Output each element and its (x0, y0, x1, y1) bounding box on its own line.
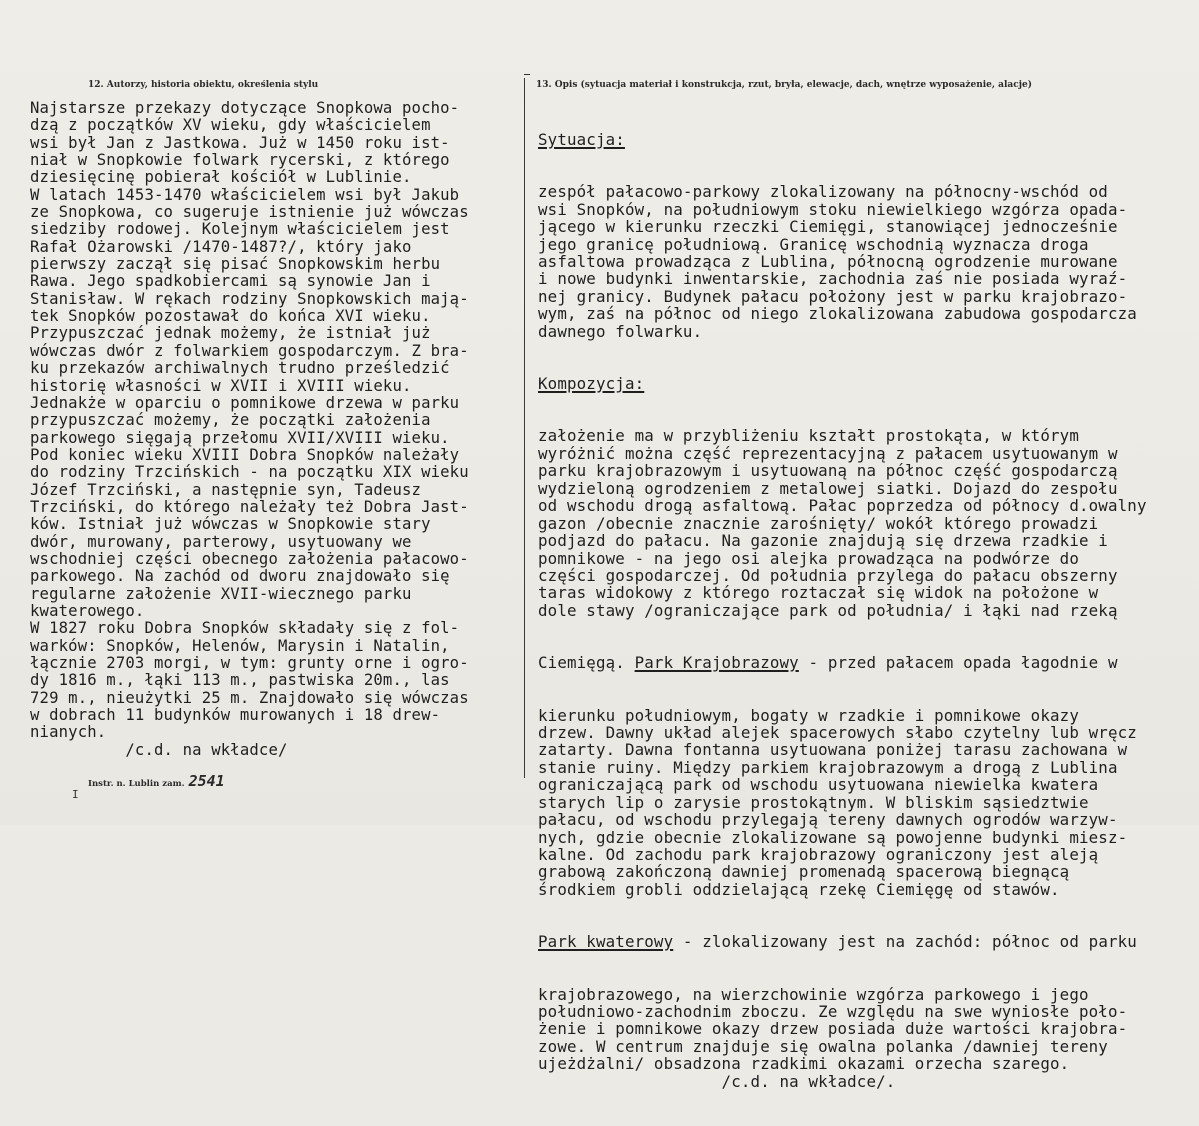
text-line: nych, gdzie obecnie zlokalizowane są powojenne budynki miesz- (538, 827, 1128, 847)
text-line: W latach 1453-1470 właścicielem wsi był Jakub (30, 185, 460, 204)
text-line: zespół pałacowo-parkowy zlokalizowany na północny-wschód od (538, 182, 1108, 202)
margin-mark: I (72, 788, 79, 801)
text-line: Stanisław. W rękach rodziny Snopkowskich mają- (30, 289, 469, 308)
situation-text (538, 183, 1193, 340)
text-line: parkowego. Na zachód od dworu znajdowało się (30, 567, 450, 586)
text-line: ograniczającą park od wschodu usytuowana niewielka kwatera (538, 775, 1099, 795)
text-line: wydzieloną ogrodzeniem z metalowej siatki. Dojazd do zespołu (538, 478, 1118, 498)
heading-park-krajobrazowy: Park Krajobrazowy (634, 653, 799, 673)
text-line: pierwszy zaczął się pisać Snopkowskim herbu (30, 255, 441, 274)
quarter-park-text (538, 986, 1193, 1091)
text-line: dole stawy /ograniczające park od południa/ i łąki nad rzeką (538, 600, 1118, 620)
composition-text (538, 427, 1193, 619)
text-line: dawnego folwarku. (538, 321, 703, 341)
text-line: parkowego sięgają przełomu XVII/XVIII wieku. (30, 428, 450, 447)
park2-suffix: - zlokalizowany jest na zachód: północ od parku (673, 932, 1137, 952)
text-line: grabową zakończoną dawniej promenadą spacerową biegnącą (538, 862, 1070, 882)
text-line: Jednakże w oparciu o pomnikowe drzewa w parku (30, 393, 460, 412)
text-line: jącego w kierunku rzeczki Ciemięgi, stanowiącej jednocześnie (538, 217, 1118, 237)
text-line: parku krajobrazowym i usytuowaną na północ część gospodarczą (538, 461, 1118, 481)
park1-prefix: Ciemięgą. (538, 653, 635, 673)
text-line: tek Snopków pozostawał do końca XVI wieku. (30, 307, 431, 326)
text-line: Trzciński, do którego należały też Dobra Jast- (30, 497, 469, 516)
heading-sytuacja: Sytuacja: (538, 129, 625, 149)
text-line: Przypuszczać jednak możemy, że istniał już (30, 324, 431, 343)
inventory-number: 2541 (188, 772, 225, 790)
text-line: gazon /obecnie znacznie zarośnięty/ wokół którego prowadzi (538, 513, 1099, 533)
text-line: ze Snopkowa, co sugeruje istnienie już wówczas (30, 203, 469, 222)
text-line: przypuszczać możemy, że początki założenia (30, 411, 431, 430)
park-kwaterowy-line (538, 933, 1193, 950)
text-line: dzą z początków XV wieku, gdy właścicielem (30, 116, 431, 135)
text-line: taras widokowy z którego roztaczał się widok na położone w (538, 583, 1099, 603)
heading-kompozycja: Kompozycja: (538, 374, 645, 394)
park-krajobrazowy-line (538, 654, 1193, 671)
text-line: krajobrazowego, na wierzchowinie wzgórza parkowego i jego (538, 984, 1089, 1004)
text-line: środkiem grobli oddzielającą rzekę Ciemięgę od stawów. (538, 879, 1060, 899)
text-line: wschodniej części obecnego założenia pałacowo- (30, 549, 469, 568)
text-line: stanie ruiny. Między parkiem krajobrazowym a drogą z Lublina (538, 757, 1118, 777)
text-line: Rafał Ożarowski /1470-1487?/, który jako (30, 237, 412, 256)
text-line: ujeżdżalni/ obsadzona rzadkimi okazami orzecha szarego. (538, 1054, 1070, 1074)
text-line: siedziby rodowej. Kolejnym właścicielem jest (30, 220, 450, 239)
text-line: historię własności w XVII i XVIII wieku. (30, 376, 412, 395)
text-line: podjazd do pałacu. Na gazonie znajdują się drzewa rzadkie i (538, 531, 1108, 551)
text-line: ków. Istniał już wówczas w Snopkowie stary (30, 515, 431, 534)
text-line: i nowe budynki inwentarskie, zachodnia zaś nie posiada wyraź- (538, 269, 1128, 289)
landscape-park-text (538, 707, 1193, 899)
text-line: Najstarsze przekazy dotyczące Snopkowa pocho- (30, 99, 460, 117)
text-line: regularne założenie XVII-wiecznego parku (30, 584, 412, 603)
text-line: Józef Trzciński, a następnie syn, Tadeusz (30, 480, 422, 499)
text-line: pomnikowe - na jego osi alejka prowadząca na podwórze do (538, 548, 1079, 568)
history-text-column (30, 100, 518, 759)
text-line: /c.d. na wkładce/. (538, 1071, 896, 1091)
text-line: Pod koniec wieku XVIII Dobra Snopków należały (30, 445, 460, 464)
inventory-footer (88, 772, 225, 790)
divider-tick (524, 74, 530, 75)
text-line: wówczas dwór z folwarkiem gospodarczym. Z bra- (30, 341, 469, 360)
text-line: jego granicę południową. Granicę wschodnią wyznacza droga (538, 234, 1089, 254)
text-line: dy 1816 m., łąki 113 m., pastwiska 20m., las (30, 671, 450, 690)
text-line: dziesięcinę pobierał kościół w Lublinie. (30, 168, 412, 187)
text-line: wym, zaś na północ od niego zlokalizowana zabudowa gospodarcza (538, 304, 1137, 324)
text-line: łącznie 2703 morgi, w tym: grunty orne i ogro- (30, 654, 469, 672)
text-line: kwaterowego. (30, 601, 145, 620)
text-line: /c.d. na wkładce/ (30, 740, 288, 759)
text-line: kalne. Od zachodu park krajobrazowy ograniczony jest aleją (538, 845, 1099, 864)
heading-park-kwaterowy: Park kwaterowy (538, 932, 674, 952)
description-text-column (538, 96, 1193, 1125)
text-line: kierunku południowym, bogaty w rzadkie i pomnikowe okazy (538, 705, 1079, 725)
text-line: wyróżnić można część reprezentacyjną z pałacem usytuowanym w (538, 443, 1118, 463)
text-line: zatarty. Dawna fontanna usytuowana poniżej tarasu zachowana w (538, 740, 1128, 760)
text-line: zowe. W centrum znajduje się owalna polanka /dawniej tereny (538, 1036, 1108, 1056)
text-line: ku przekazów archiwalnych trudno prześledzić (30, 359, 450, 378)
text-line: nianych. (30, 723, 107, 742)
text-line: od wschodu drogą asfaltową. Pałac poprzedza od północy d.owalny (538, 496, 1147, 516)
section-12-header: 12. Autorzy, historia obiektu, określenia stylu (88, 80, 319, 90)
text-line: do rodziny Trzcińskich - na początku XIX wieku (30, 463, 469, 482)
text-line: warków: Snopków, Helenów, Marysin i Natalin, (30, 636, 450, 655)
section-13-header: 13. Opis (sytuacja materiał i konstrukcja, rzut, bryła, elewacje, dach, wnętrze wyposażenie, alacje) (536, 80, 1032, 90)
text-line: w dobrach 11 budynków murowanych i 18 drew- (30, 706, 441, 725)
text-line: drzew. Dawny układ alejek spacerowych słabo czytelny lub wręcz (538, 722, 1137, 742)
text-line: niał w Snopkowie folwark rycerski, z którego (30, 151, 450, 170)
text-line: asfaltowa prowadząca z Lublina, północną ogrodzenie murowane (538, 252, 1118, 271)
column-divider (524, 78, 525, 778)
text-line: W 1827 roku Dobra Snopków składały się z fol- (30, 619, 460, 638)
footer-label: Instr. n. Lublin zam. (88, 779, 185, 789)
text-line: założenie ma w przybliżeniu kształt prostokąta, w którym (538, 426, 1079, 446)
text-line: 729 m., nieużytki 25 m. Znajdowało się wówczas (30, 688, 469, 707)
text-line: wsi był Jan z Jastkowa. Już w 1450 roku ist- (30, 133, 450, 152)
text-line: żenie i pomnikowe okazy drzew posiada duże wartości krajobra- (538, 1019, 1128, 1039)
text-line: nej granicy. Budynek pałacu położony jest w parku krajobrazo- (538, 286, 1128, 306)
text-line: południowo-zachodnim zboczu. Ze względu na swe wyniosłe poło- (538, 1002, 1128, 1021)
text-line: pałacu, od wschodu przylegają tereny dawnych ogrodów warzyw- (538, 810, 1118, 830)
text-line: Rawa. Jego spadkobiercami są synowie Jan i (30, 272, 431, 291)
text-line: starych lip o zarysie prostokątnym. W bliskim sąsiedztwie (538, 792, 1089, 812)
text-line: części gospodarczej. Od południa przylega do pałacu obszerny (538, 565, 1118, 585)
text-line: dwór, murowany, parterowy, usytuowany we (30, 532, 412, 551)
text-line: wsi Snopków, na południowym stoku niewielkiego wzgórza opada- (538, 199, 1128, 219)
park1-suffix: - przed pałacem opada łagodnie w (798, 653, 1118, 673)
